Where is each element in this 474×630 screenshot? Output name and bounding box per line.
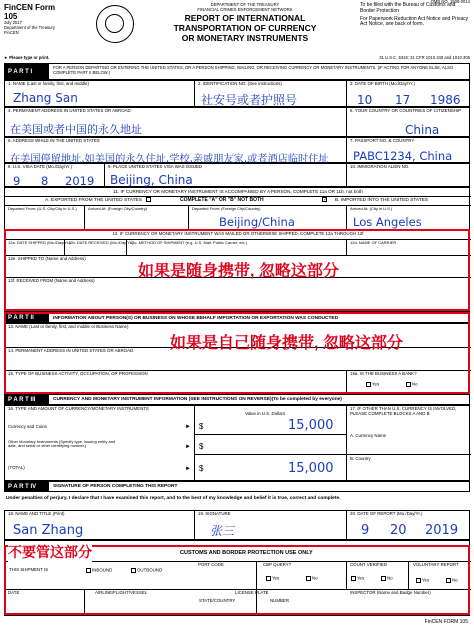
- dollar-sign-3: $: [199, 464, 204, 473]
- part3-header: P A R T III CURRENCY AND MONETARY INSTRUMENT INFORMATION (SEE INSTRUCTIONS ON REVERSE)(To be completed by everyone): [4, 394, 470, 405]
- permanent-address-field[interactable]: 在美国或者中国的永久地址: [10, 123, 142, 136]
- annotation-ignore-shipping: 如果是随身携带, 忽略这部分: [138, 263, 339, 280]
- us-address-field[interactable]: 在美国停留地址,如美国的永久住址,学校,亲戚朋友家,或者酒店临时住址: [10, 154, 329, 165]
- row-12: 12. IF CURRENCY OR MONETARY INSTRUMENT WAS MAILED OR OTHERWISE SHIPPED, COMPLETE 12a THROUGH 12f 12a. DATE SHIPPED (Mo./Day/Yr.) 12b. DATE RECEIVED (Mo./Day/Yr.) 12c. METHOD OF SHIPMENT (e.g. U.S. Mail, Public Carrier, etc.) 12d. NAME OF CARRIER 12e. SHIPPED TO (Name and Address) 12f. RECEIVED FROM (Name and Address): [4, 230, 470, 312]
- dollar-sign-2: $: [199, 442, 204, 451]
- usc-reference: 31 U.S.C. 5316; 31 CFR 1010.340 and 1010.306: [379, 55, 470, 60]
- perjury-statement: Under penalties of perjury, I declare that I have examined this report, and to the best of my knowledge and belief it is true, correct and complete.: [6, 496, 341, 501]
- row-4: 4. PERMANENT ADDRESS IN UNITED STATES OR ABROAD 在美国或者中国的永久地址 5. YOUR COUNTRY OR COUNTRIES OF CITIZENSHIP China: [4, 107, 470, 137]
- form-date: July 2017: [4, 20, 22, 26]
- import-checkbox[interactable]: ✓: [323, 197, 329, 203]
- report-day[interactable]: 20: [390, 523, 407, 538]
- row-8: 8. U.S. VISA DATE (Mo./Day/Yr.) 9 8 2019 9. PLACE UNITED STATES VISA WAS ISSUED Beijing, China 10. IMMIGRATION ALIEN NO.: [4, 163, 470, 187]
- annotation-ignore-cbp: 不要管这部分: [8, 544, 92, 560]
- export-checkbox[interactable]: [146, 197, 151, 202]
- report-month[interactable]: 9: [361, 523, 370, 538]
- departed-from-field[interactable]: Beijing/China: [219, 215, 295, 229]
- visa-day[interactable]: 8: [41, 174, 49, 188]
- part2-body: 13. NAME (Last or family, first, and middle or Business Name) 14. PERMANENT ADDRESS IN UNITED STATES OR ABROAD 15. TYPE OF BUSINESS ACTIVITY, OCCUPATION, OR PROFESSION 15a. IS THE BUSINESS A BANK? Yes No: [4, 323, 470, 394]
- visa-place-field[interactable]: Beijing, China: [110, 173, 193, 187]
- treasury-seal-icon: [96, 5, 134, 43]
- dob-day[interactable]: 17: [395, 93, 411, 107]
- row-1: 1. NAME (Last or family, first, and middle) Zhang San 2. IDENTIFICATION NO. (See instructions) 社安号或者护照号 3. DATE OF BIRTH (Mo./Day/Yr.) 10 17 1986: [4, 80, 470, 107]
- report-year[interactable]: 2019: [425, 523, 459, 538]
- annotation-box-2: [4, 312, 470, 394]
- arrow-icon-2: ►: [185, 444, 191, 450]
- visa-year[interactable]: 2019: [65, 174, 95, 188]
- visa-month[interactable]: 9: [13, 174, 21, 188]
- form-footer: FinCEN FORM 105: [424, 619, 468, 625]
- form-number: FinCEN Form 105: [4, 3, 56, 22]
- dob-year[interactable]: 1986: [430, 93, 461, 107]
- part1-header: P A R T I FOR A PERSON DEPARTING OR ENTERING THE UNITED STATES, OR A PERSON SHIPPING, MAILING, OR RECEIVING CURRENCY OR MONETARY INSTRUMENTS. (IF ACTING FOR ANYONE ELSE, ALSO COMPLETE PART II BELOW.): [4, 63, 470, 80]
- row-6: 6. ADDRESS WHILE IN THE UNITED STATES 在美国停留地址,如美国的永久住址,学校,亲戚朋友家,或者酒店临时住址 7. PASSPORT NO. & COUNTRY PABC1234, China: [4, 137, 470, 163]
- omb-number: OMB NO. 1506-0014: [430, 0, 470, 4]
- arrow-icon: ►: [185, 424, 191, 430]
- signature-field[interactable]: 张三: [210, 524, 235, 538]
- total-amount-field[interactable]: 15,000: [288, 461, 334, 476]
- arrow-icon-3: ►: [185, 466, 191, 472]
- part2-header: P A R T II INFORMATION ABOUT PERSON(S) OR BUSINESS ON WHOSE BEHALF IMPORTATION OR EXPORTATION WAS CONDUCTED: [4, 313, 470, 323]
- part4-header: P A R T IV SIGNATURE OF PERSON COMPLETING THIS REPORT: [4, 481, 470, 492]
- currency-amount-field[interactable]: 15,000: [288, 418, 334, 433]
- header-notes: To be filed with the Bureau of Customs and Border Protection For Paperwork Reduction Act Notice and Privacy Act Notice, see back of form.: [360, 2, 469, 28]
- annotation-ignore-part2: 如果是自己随身携带, 忽略这部分: [170, 335, 403, 352]
- dollar-sign: $: [199, 422, 204, 431]
- part4-body: 18. NAME AND TITLE (Print) San Zhang 19. SIGNATURE 张三 20. DATE OF REPORT (Mo./Day/Yr.) 9 20 2019: [4, 510, 470, 540]
- department: Department of the Treasury FinCEN: [4, 25, 55, 36]
- row-11: 11. IF CURRENCY OR MONETARY INSTRUMENT IS ACCOMPANIED BY A PERSON, COMPLETE 11a OR 11b. not both A. EXPORTED FROM THE UNITED STATES COMPLETE "A" OR "B" NOT BOTH B. IMPORTED INTO THE UNITED STATES ✓ Departed From: (U.S. City/City in U.S.) Arrived At: (Foreign City/Country) Departed From: (Foreign City/Country) Beijing/China Arrived At: (City in U.S.) Los Angeles: [4, 187, 470, 230]
- citizenship-field[interactable]: China: [405, 123, 440, 137]
- cbp-section: CUSTOMS AND BORDER PROTECTION USE ONLY THIS SHIPMENT IS INBOUND OUTBOUND PORT CODE CBP QUERY? Yes No COUNT VERIFIED Yes No VOLUNTARY REPORT Yes No DATE AIRLINE/FLIGHT/VESSEL LICENSE PLATE STATE/COUNTRY NUMBER INSPECTOR (Name and Badge Number): [4, 540, 470, 616]
- arrived-at-field[interactable]: Los Angeles: [353, 215, 422, 229]
- signer-name-field[interactable]: San Zhang: [13, 523, 84, 538]
- dob-month[interactable]: 10: [357, 93, 373, 107]
- form-title: DEPARTMENT OF THE TREASURY FINANCIAL CRIMES ENFORCEMENT NETWORK REPORT OF INTERNATIONAL TRANSPORTATION OF CURRENCY OR MONETARY INSTRUMENTS: [173, 2, 317, 43]
- id-number-field[interactable]: 社安号或者护照号: [201, 93, 298, 107]
- part3-body: 16. TYPE AND AMOUNT OF CURRENCY/MONETARY INSTRUMENTS Value in U.S. Dollars 17. IF OTHER THAN U.S. CURRENCY IS INVOLVED, PLEASE COMPLETE BLOCKS A AND B. Currency and Coins ► $ 15,000 Other Monetary Instruments (Specify type, issuing entity and date, and serial or other identifying number.) ► $ (TOTAL) ► $ 15,000 A. Currency Name B. Country: [4, 405, 470, 481]
- passport-field[interactable]: PABC1234, China: [353, 149, 453, 163]
- print-note: ► Please type or print.: [4, 55, 50, 60]
- name-field[interactable]: Zhang San: [13, 91, 78, 105]
- form-id-block: [4, 3, 64, 45]
